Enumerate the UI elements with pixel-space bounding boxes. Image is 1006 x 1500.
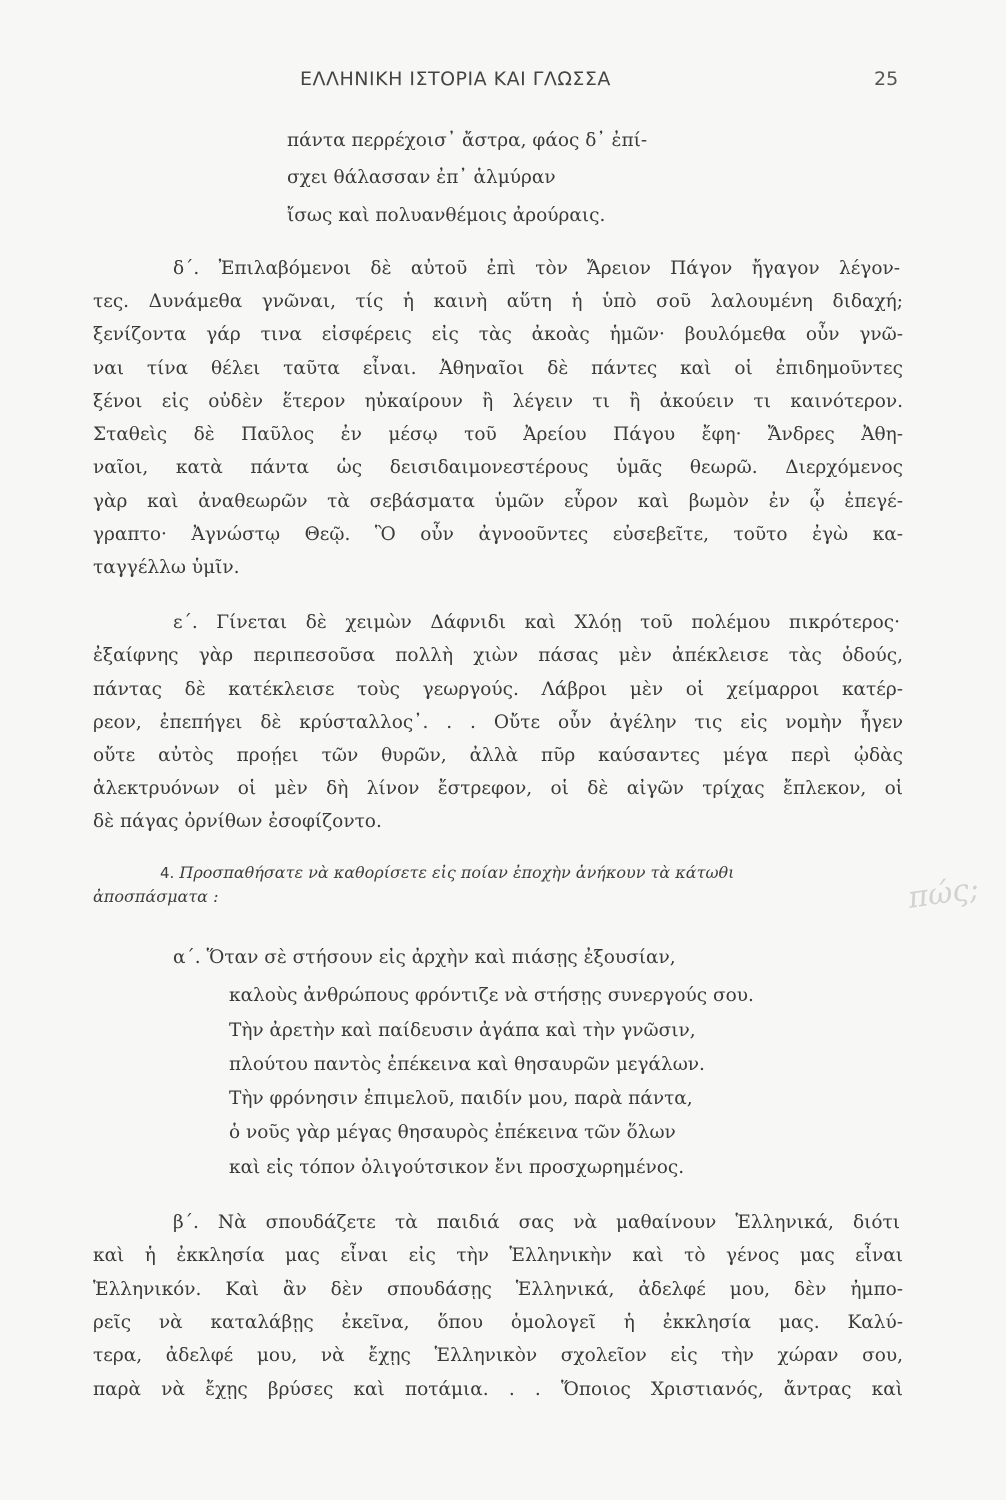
- paragraph-line: γραπτο· Ἀγνώστῳ Θεῷ. Ὃ οὖν ἀγνοοῦντες εὐσεβεῖτε, τοῦτο ἐγὼ κα-: [93, 524, 903, 545]
- verse-line: Τὴν ἀρετὴν καὶ παίδευσιν ἀγάπα καὶ τὴν γνῶσιν,: [229, 1020, 696, 1041]
- paragraph-line: ναῖοι, κατὰ πάντα ὡς δεισιδαιμονεστέρους ὑμᾶς θεωρῶ. Διερχόμενος: [93, 457, 903, 478]
- paragraph-line: ναι τίνα θέλει ταῦτα εἶναι. Ἀθηναῖοι δὲ πάντες καὶ οἱ ἐπιδημοῦντες: [93, 358, 903, 379]
- verse-line: καλοὺς ἀνθρώπους φρόντιζε νὰ στήσῃς συνεργούς σου.: [229, 985, 754, 1006]
- verse-line: ὁ νοῦς γὰρ μέγας θησαυρὸς ἐπέκεινα τῶν ὅλων: [229, 1122, 676, 1143]
- paragraph-line: ξενίζοντα γάρ τινα εἰσφέρεις εἰς τὰς ἀκοὰς ἡμῶν· βουλόμεθα οὖν γνῶ-: [93, 324, 903, 345]
- poem-line: σχει θάλασσαν ἐπ᾽ ἁλμύραν: [287, 167, 556, 188]
- paragraph-line: ἀλεκτρυόνων οἱ μὲν δὴ λίνον ἔστρεφον, οἱ δὲ αἰγῶν τρίχας ἔπλεκον, οἱ: [93, 778, 903, 799]
- exercise-title-line2: ἀποσπάσματα :: [93, 887, 219, 906]
- paragraph-line: πάντας δὲ κατέκλεισε τοὺς γεωργούς. Λάβροι μὲν οἱ χείμαρροι κατέρ-: [93, 679, 903, 700]
- exercise-heading-cont: [93, 886, 833, 908]
- exercise-heading: [160, 862, 900, 884]
- paragraph-line: ταγγέλλω ὑμῖν.: [93, 557, 240, 578]
- paragraph-line: τερα, ἀδελφέ μου, νὰ ἔχῃς Ἑλληνικὸν σχολεῖον εἰς τὴν χώραν σου,: [93, 1345, 903, 1366]
- verse-line: πλούτου παντὸς ἐπέκεινα καὶ θησαυρῶν μεγάλων.: [229, 1054, 705, 1075]
- paragraph-line: δὲ πάγας ὀρνίθων ἐσοφίζοντο.: [93, 811, 382, 832]
- paragraph-line: ἐξαίφνης γὰρ περιπεσοῦσα πολλὴ χιὼν πάσας μὲν ἀπέκλεισε τὰς ὁδούς,: [93, 645, 903, 666]
- poem-line: πάντα περρέχοισ᾽ ἄστρα, φάος δ᾽ ἐπί-: [287, 130, 648, 151]
- page-number: 25: [874, 68, 899, 90]
- exercise-number: 4.: [160, 864, 175, 882]
- paragraph-line: ε΄. Γίνεται δὲ χειμὼν Δάφνιδι καὶ Χλόῃ τοῦ πολέμου πικρότερος·: [173, 612, 900, 633]
- poem-line: ἴσως καὶ πολυανθέμοις ἀρούραις.: [287, 205, 606, 226]
- verse-line: Τὴν φρόνησιν ἐπιμελοῦ, παιδίν μου, παρὰ πάντα,: [229, 1088, 693, 1109]
- paragraph-line: παρὰ νὰ ἔχῃς βρύσες καὶ ποτάμια. . . Ὅποιος Χριστιανός, ἄντρας καὶ: [93, 1379, 903, 1400]
- paragraph-line: τες. Δυνάμεθα γνῶναι, τίς ἡ καινὴ αὕτη ἡ ὑπὸ σοῦ λαλουμένη διδαχή;: [93, 291, 903, 312]
- paragraph-line: β΄. Νὰ σπουδάζετε τὰ παιδιά σας νὰ μαθαίνουν Ἑλληνικά, διότι: [173, 1212, 900, 1233]
- paragraph-line: ξένοι εἰς οὐδὲν ἕτερον ηὐκαίρουν ἢ λέγειν τι ἢ ἀκούειν τι καινότερον.: [93, 391, 903, 412]
- verse-line: καὶ εἰς τόπον ὀλιγούτσικον ἔνι προσχωρημένος.: [229, 1157, 685, 1178]
- paragraph-line: γὰρ καὶ ἀναθεωρῶν τὰ σεβάσματα ὑμῶν εὗρον καὶ βωμὸν ἐν ᾧ ἐπεγέ-: [93, 491, 903, 512]
- paragraph-line: καὶ ἡ ἐκκλησία μας εἶναι εἰς τὴν Ἑλληνικὴν καὶ τὸ γένος μας εἶναι: [93, 1245, 903, 1266]
- paragraph-line: οὔτε αὐτὸς προῄει τῶν θυρῶν, ἀλλὰ πῦρ καύσαντες μέγα περὶ ᾠδὰς: [93, 745, 903, 766]
- paragraph-line: ρεῖς νὰ καταλάβῃς ἐκεῖνα, ὅπου ὁμολογεῖ ἡ ἐκκλησία μας. Καλύ-: [93, 1312, 903, 1333]
- running-title: ΕΛΛΗΝΙΚΗ ΙΣΤΟΡΙΑ ΚΑΙ ΓΛΩΣΣΑ: [300, 68, 611, 90]
- paragraph-line: δ΄. Ἐπιλαβόμενοι δὲ αὐτοῦ ἐπὶ τὸν Ἄρειον Πάγον ἤγαγον λέγον-: [173, 258, 900, 279]
- handwritten-note: πώς;: [905, 871, 982, 916]
- page-header: [0, 66, 1006, 102]
- paragraph-line: Σταθεὶς δὲ Παῦλος ἐν μέσῳ τοῦ Ἀρείου Πάγου ἔφη· Ἄνδρες Ἀθη-: [93, 424, 903, 445]
- exercise-title-line1: Προσπαθήσατε νὰ καθορίσετε εἰς ποίαν ἐποχὴν ἀνήκουν τὰ κάτωθι: [179, 863, 735, 882]
- paragraph-line: Ἑλληνικόν. Καὶ ἂν δὲν σπουδάσῃς Ἑλληνικά, ἀδελφέ μου, δὲν ἠμπο-: [93, 1279, 903, 1300]
- paragraph-line: ρεον, ἐπεπήγει δὲ κρύσταλλος᾽. . . Οὔτε οὖν ἀγέλην τις εἰς νομὴν ἦγεν: [93, 712, 903, 733]
- verse-line: α΄. Ὅταν σὲ στήσουν εἰς ἀρχὴν καὶ πιάσῃς ἐξουσίαν,: [173, 947, 676, 968]
